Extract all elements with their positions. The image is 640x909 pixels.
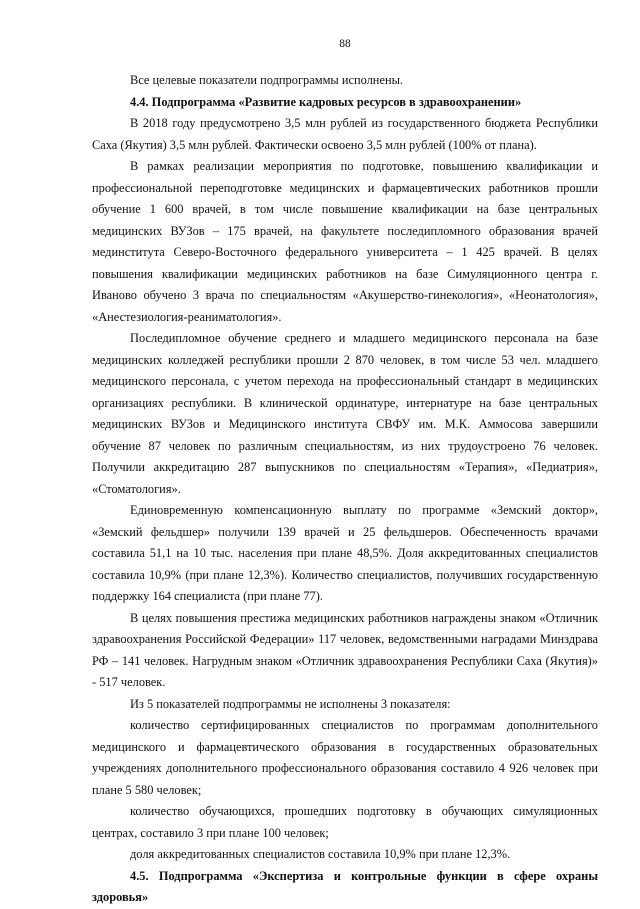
page-number: 88 — [339, 38, 351, 50]
paragraph-unmet-indicators-intro: Из 5 показателей подпрограммы не исполнены 3 показателя: — [130, 696, 451, 711]
list-item-certified-specialists: количество сертифицированных специалистов по программам дополнительного медицинского и фармацевтического образования в государственных образовательных учреждениях дополнительного профессионального образования составило 4 926 человек при плане 5 580 человек; — [92, 718, 598, 797]
section-heading-4-4: 4.4. Подпрограмма «Развитие кадровых ресурсов в здравоохранении» — [130, 94, 522, 109]
page-body — [92, 70, 598, 909]
paragraph-compensation-payments: Единовременную компенсационную выплату по программе «Земский доктор», «Земский фельдшер» получили 139 врачей и 25 фельдшеров. Обеспеченность врачами составила 51,1 на 10 тыс. населения при плане 48,5%. Доля аккредитованных специалистов составила 10,9% (при плане 12,3%). Количество специалистов, получивших государственную поддержку 164 специалиста (при плане 77). — [92, 503, 598, 603]
paragraph-funding: В 2018 году предусмотрено 3,5 млн рублей из государственного бюджета Республики Саха (Якутия) 3,5 млн рублей. Фактически освоено 3,5 млн рублей (100% от плана). — [92, 116, 598, 152]
paragraph-awards: В целях повышения престижа медицинских работников награждены знаком «Отличник здравоохранения Российской Федерации» 117 человек, ведомственными наградами Минздрава РФ – 141 человек. Нагрудным знаком «Отличник здравоохранения Республики Саха (Якутия)» - 517 человек. — [92, 610, 598, 689]
list-item-accredited-share: доля аккредитованных специалистов составила 10,9% при плане 12,3%. — [130, 847, 511, 861]
document-page — [92, 0, 598, 905]
paragraph-targets-met: Все целевые показатели подпрограммы исполнены. — [130, 73, 403, 87]
section-heading-4-5: 4.5. Подпрограмма «Экспертиза и контрольные функции в сфере охраны здоровья» — [92, 868, 598, 904]
paragraph-training-doctors: В рамках реализации мероприятия по подготовке, повышению квалификации и профессиональной переподготовке медицинских и фармацевтических работников прошли обучение 1 600 врачей, в том числе повышение квалификации на базе центральных медицинских ВУЗов – 175 врачей, на факультете последипломного образования врачей мединститута Северо-Восточного федерального университета – 1 425 врачей. В целях повышения квалификации медицинских работников на базе Симуляционного центра г. Иваново обучено 3 врача по специальностям «Акушерство-гинекология», «Неонатология», «Анестезиология-реаниматология». — [92, 159, 598, 324]
paragraph-training-nurses: Последипломное обучение среднего и младшего медицинского персонала на базе медицинских колледжей республики прошли 2 870 человек, в том числе 53 чел. младшего медицинского персонала, с учетом перехода на профессиональный стандарт в медицинских организациях республики. В клинической ординатуре, интернатуре на базе центральных медицинских ВУЗов и Медицинского института СВФУ им. М.К. Аммосова завершили обучение 87 человек по различным специальностям, из них трудоустроено 76 человек. Получили аккредитацию 287 выпускников по специальностям «Терапия», «Педиатрия», «Стоматология». — [92, 331, 598, 496]
list-item-simulation-trainees: количество обучающихся, прошедших подготовку в обучающих симуляционных центрах, составило 3 при плане 100 человек; — [92, 804, 598, 840]
